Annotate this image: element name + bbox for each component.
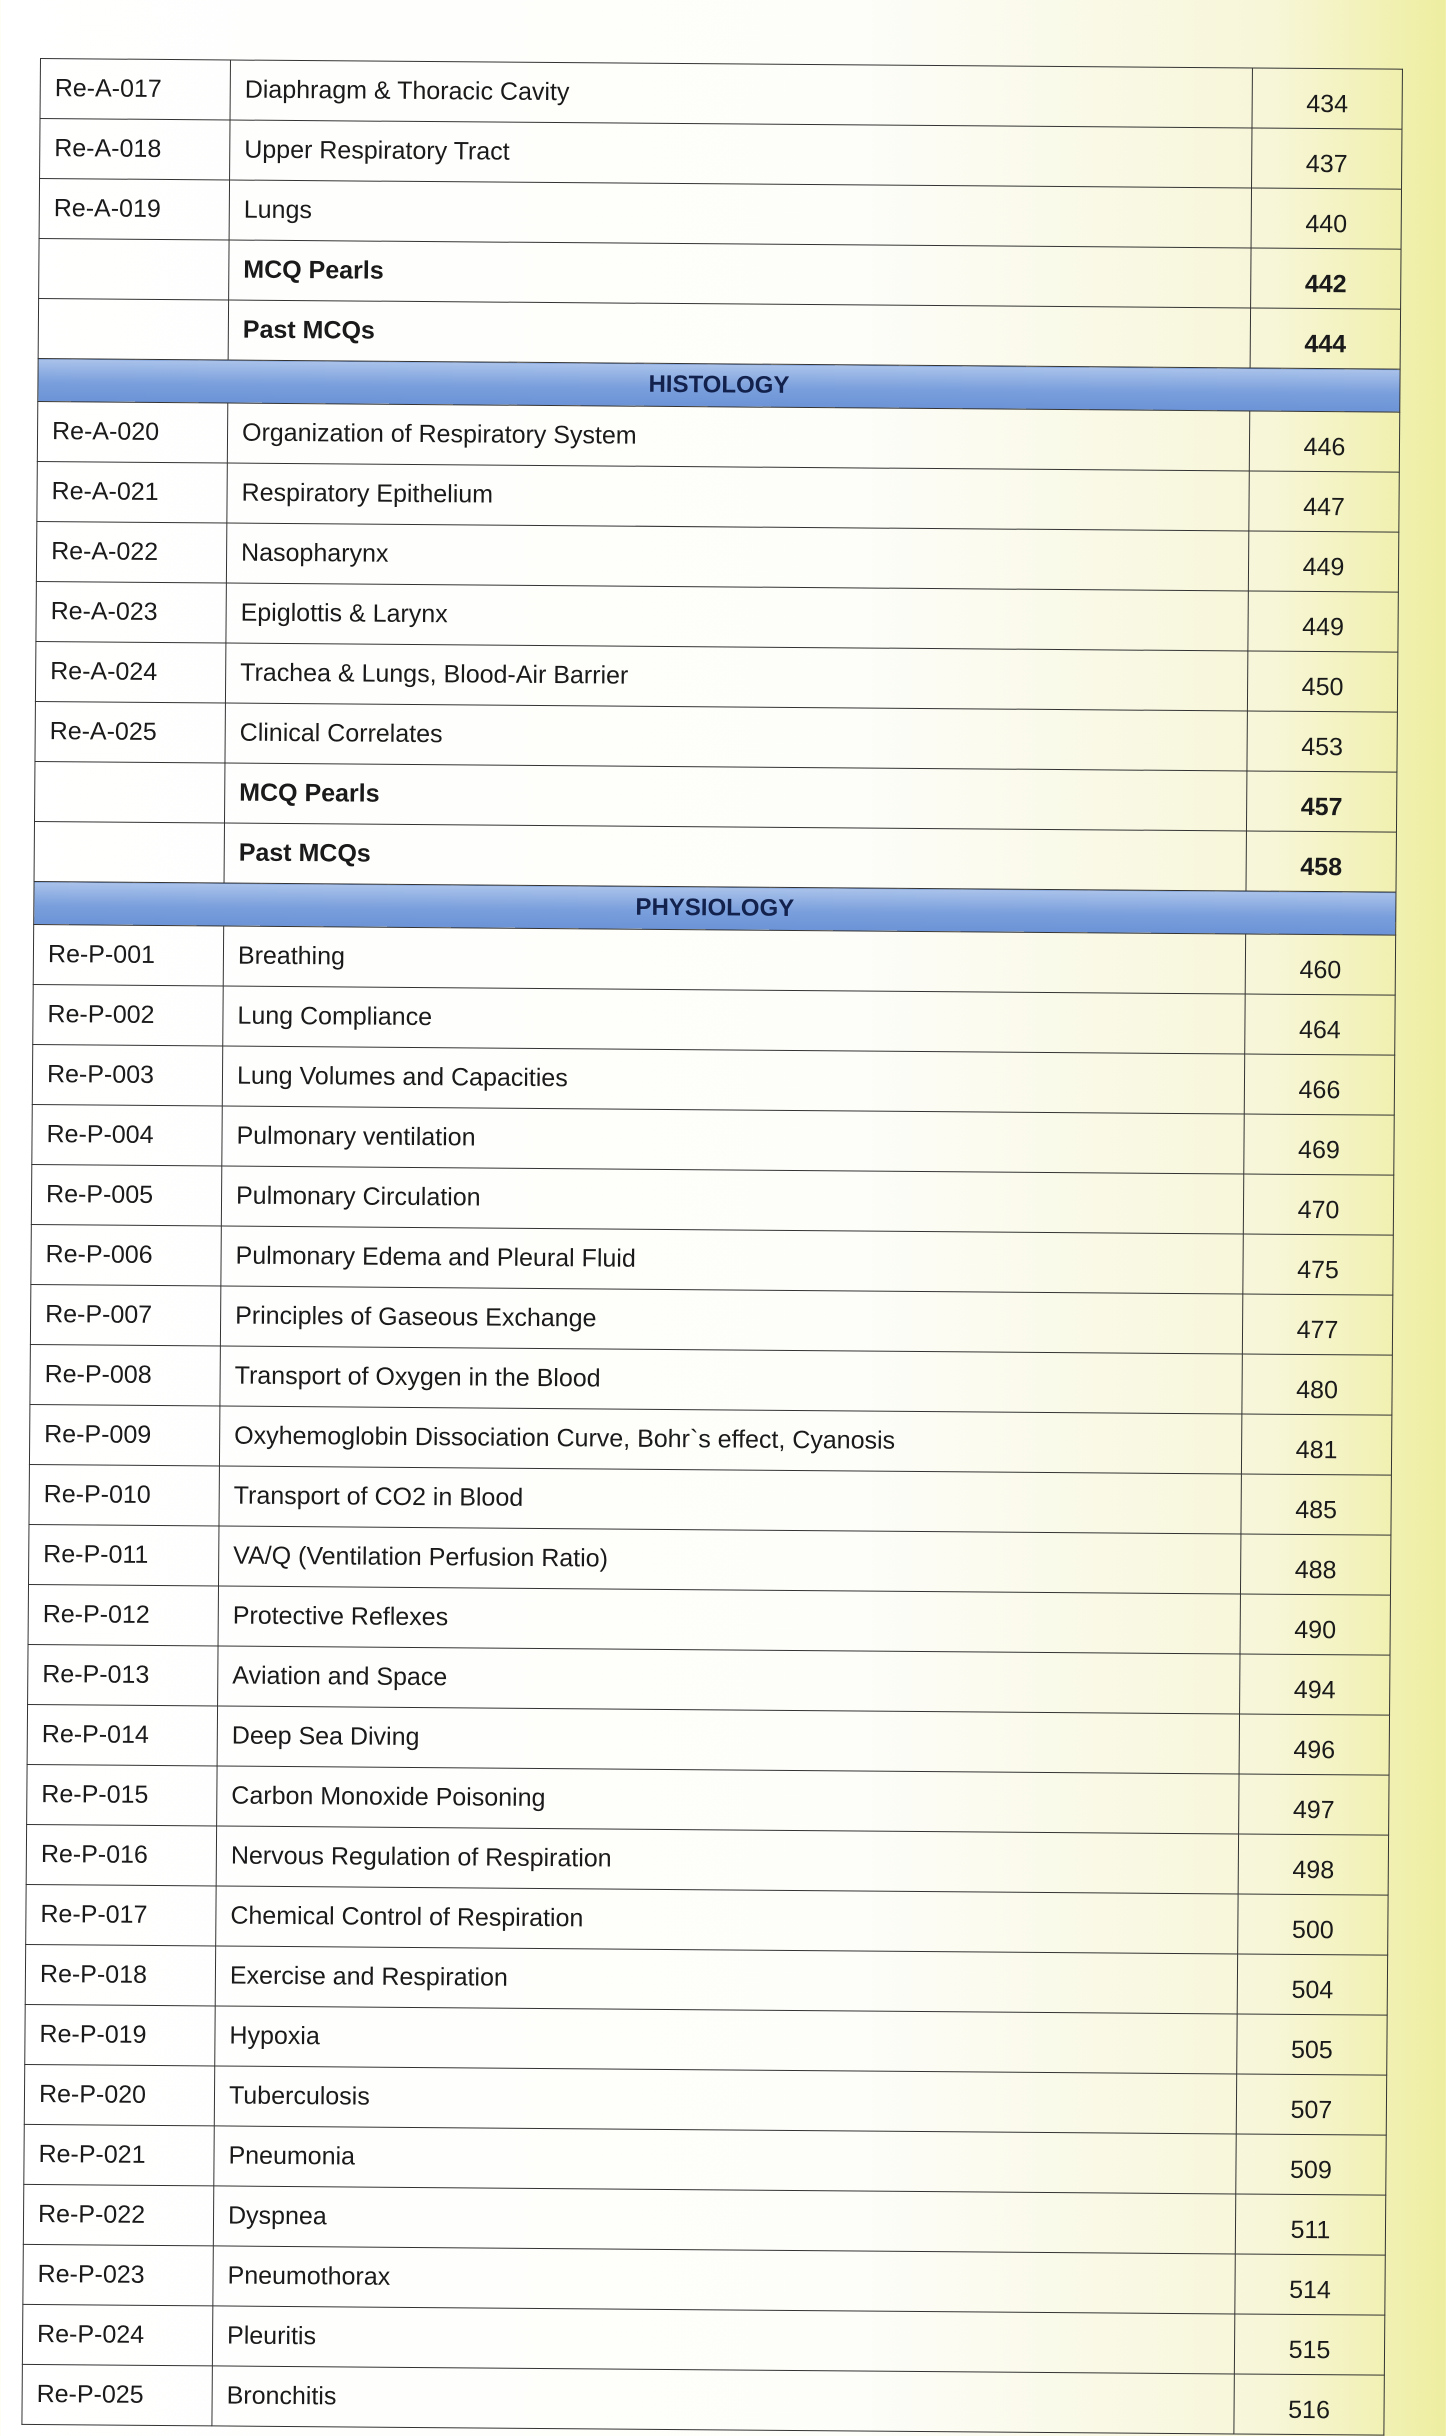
page-number: 449 xyxy=(1248,591,1398,652)
topic-title: Deep Sea Diving xyxy=(217,1706,1239,1774)
topic-code: Re-A-020 xyxy=(37,401,227,462)
table-row xyxy=(36,521,1398,592)
topic-title: Pulmonary Circulation xyxy=(221,1166,1243,1234)
topic-code: Re-P-020 xyxy=(24,2064,214,2125)
section-title: PHYSIOLOGY xyxy=(34,881,1396,935)
table-row xyxy=(40,119,1402,190)
page-number: 470 xyxy=(1243,1174,1393,1235)
table-row xyxy=(34,821,1396,892)
table-row xyxy=(39,238,1401,309)
page-number: 444 xyxy=(1250,308,1400,369)
topic-title: Past MCQs xyxy=(228,300,1250,368)
table-row xyxy=(35,761,1397,832)
table-row xyxy=(23,2244,1385,2315)
page-number: 514 xyxy=(1235,2254,1385,2315)
topic-title: Tuberculosis xyxy=(214,2066,1236,2134)
table-row xyxy=(35,641,1397,712)
table-row xyxy=(23,2184,1385,2255)
page-number: 497 xyxy=(1239,1774,1389,1835)
topic-title: Chemical Control of Respiration xyxy=(216,1886,1238,1954)
page-number: 505 xyxy=(1237,2014,1387,2075)
topic-title: Breathing xyxy=(223,926,1245,994)
topic-code: Re-P-010 xyxy=(29,1464,219,1525)
table-row xyxy=(33,924,1395,995)
topic-code: Re-P-002 xyxy=(33,984,223,1045)
page-number: 515 xyxy=(1234,2314,1384,2375)
page-number: 477 xyxy=(1242,1294,1392,1355)
table-row xyxy=(29,1404,1391,1475)
topic-title: Pleuritis xyxy=(212,2306,1234,2374)
table-row xyxy=(37,461,1399,532)
topic-title: Hypoxia xyxy=(215,2006,1237,2074)
page-number: 450 xyxy=(1247,651,1397,712)
page-number: 516 xyxy=(1234,2374,1384,2435)
table-row xyxy=(29,1464,1391,1535)
topic-code: Re-A-017 xyxy=(40,59,230,120)
topic-title: Pneumothorax xyxy=(213,2246,1235,2314)
table-row xyxy=(26,1824,1388,1895)
topic-code xyxy=(39,238,229,299)
topic-code: Re-P-018 xyxy=(25,1944,215,2005)
table-row xyxy=(24,2064,1386,2135)
table-row xyxy=(25,2004,1387,2075)
topic-code: Re-P-015 xyxy=(27,1764,217,1825)
table-row xyxy=(28,1644,1390,1715)
topic-code: Re-P-017 xyxy=(26,1884,216,1945)
page-number: 490 xyxy=(1240,1594,1390,1655)
topic-title: Nervous Regulation of Respiration xyxy=(216,1826,1238,1894)
page-number: 500 xyxy=(1238,1894,1388,1955)
table-row xyxy=(38,298,1400,369)
page-number: 480 xyxy=(1242,1354,1392,1415)
table-row xyxy=(25,1944,1387,2015)
topic-code xyxy=(35,761,225,822)
page-number: 453 xyxy=(1247,711,1397,772)
topic-title: Diaphragm & Thoracic Cavity xyxy=(230,60,1252,128)
topic-title: Respiratory Epithelium xyxy=(227,463,1249,531)
topic-code: Re-P-009 xyxy=(29,1404,219,1465)
table-row xyxy=(40,59,1402,130)
page-number: 485 xyxy=(1241,1474,1391,1535)
table-row xyxy=(27,1764,1389,1835)
topic-code xyxy=(34,821,224,882)
page-number: 447 xyxy=(1249,471,1399,532)
topic-code: Re-P-014 xyxy=(27,1704,217,1765)
table-row xyxy=(37,401,1399,472)
topic-title: Bronchitis xyxy=(212,2366,1234,2434)
topic-code: Re-P-016 xyxy=(26,1824,216,1885)
topic-title: Lungs xyxy=(229,180,1251,248)
topic-title: Carbon Monoxide Poisoning xyxy=(217,1766,1239,1834)
page-number: 481 xyxy=(1241,1414,1391,1475)
topic-code: Re-A-019 xyxy=(39,179,229,240)
topic-title: Transport of CO2 in Blood xyxy=(219,1466,1241,1534)
topic-code: Re-P-005 xyxy=(31,1164,221,1225)
page-number: 440 xyxy=(1251,188,1401,249)
page-number: 498 xyxy=(1238,1834,1388,1895)
topic-title: Protective Reflexes xyxy=(218,1586,1240,1654)
page-number: 509 xyxy=(1236,2134,1386,2195)
topic-code: Re-P-008 xyxy=(30,1344,220,1405)
topic-code: Re-P-003 xyxy=(32,1044,222,1105)
topic-title: Organization of Respiratory System xyxy=(227,403,1249,471)
topic-title: Pulmonary Edema and Pleural Fluid xyxy=(221,1226,1243,1294)
topic-title: Pneumonia xyxy=(214,2126,1236,2194)
topic-code: Re-A-024 xyxy=(35,641,225,702)
page-number: 488 xyxy=(1240,1534,1390,1595)
page-number: 458 xyxy=(1246,831,1396,892)
topic-title: Epiglottis & Larynx xyxy=(226,583,1248,651)
topic-code: Re-P-013 xyxy=(28,1644,218,1705)
page-number: 457 xyxy=(1246,771,1396,832)
topic-code: Re-P-019 xyxy=(25,2004,215,2065)
topic-code: Re-P-021 xyxy=(24,2124,214,2185)
topic-title: Transport of Oxygen in the Blood xyxy=(220,1346,1242,1414)
topic-title: Trachea & Lungs, Blood-Air Barrier xyxy=(225,643,1247,711)
page-number: 466 xyxy=(1244,1054,1394,1115)
topic-title: Past MCQs xyxy=(224,823,1246,891)
topic-title: Upper Respiratory Tract xyxy=(230,120,1252,188)
page-number: 504 xyxy=(1237,1954,1387,2015)
topic-code: Re-A-025 xyxy=(35,701,225,762)
topic-code: Re-P-012 xyxy=(28,1584,218,1645)
topic-title: Lung Volumes and Capacities xyxy=(222,1046,1244,1114)
table-row xyxy=(36,581,1398,652)
page-number: 496 xyxy=(1239,1714,1389,1775)
table-row xyxy=(29,1524,1391,1595)
table-row xyxy=(32,1044,1394,1115)
page-number: 460 xyxy=(1245,934,1395,995)
topic-code: Re-P-022 xyxy=(23,2184,213,2245)
topic-title: MCQ Pearls xyxy=(224,763,1246,831)
topic-code: Re-A-018 xyxy=(40,119,230,180)
table-row xyxy=(24,2124,1386,2195)
page-number: 437 xyxy=(1252,128,1402,189)
topic-title: Pulmonary ventilation xyxy=(222,1106,1244,1174)
table-row xyxy=(39,179,1401,250)
topic-title: Clinical Correlates xyxy=(225,703,1247,771)
table-row xyxy=(31,1224,1393,1295)
topic-code: Re-P-011 xyxy=(29,1524,219,1585)
topic-title: Principles of Gaseous Exchange xyxy=(220,1286,1242,1354)
topic-title: MCQ Pearls xyxy=(229,240,1251,308)
page-number: 475 xyxy=(1243,1234,1393,1295)
table-row xyxy=(26,1884,1388,1955)
topic-title: Aviation and Space xyxy=(218,1646,1240,1714)
topic-code: Re-P-023 xyxy=(23,2244,213,2305)
page-number: 434 xyxy=(1252,68,1402,129)
topic-code: Re-P-004 xyxy=(32,1104,222,1165)
contents-table xyxy=(21,58,1403,2436)
table-row xyxy=(27,1704,1389,1775)
topic-title: Nasopharynx xyxy=(226,523,1248,591)
topic-title: Lung Compliance xyxy=(223,986,1245,1054)
table-of-contents xyxy=(21,58,1402,2436)
table-row xyxy=(30,1344,1392,1415)
section-title: HISTOLOGY xyxy=(38,358,1400,412)
table-row xyxy=(35,701,1397,772)
table-row xyxy=(33,984,1395,1055)
table-row xyxy=(22,2304,1384,2375)
topic-code xyxy=(38,298,228,359)
table-row xyxy=(28,1584,1390,1655)
table-row xyxy=(22,2364,1384,2435)
page-number: 469 xyxy=(1244,1114,1394,1175)
page-number: 494 xyxy=(1240,1654,1390,1715)
topic-code: Re-P-006 xyxy=(31,1224,221,1285)
topic-code: Re-P-025 xyxy=(22,2364,212,2425)
topic-code: Re-A-023 xyxy=(36,581,226,642)
page-number: 442 xyxy=(1251,248,1401,309)
topic-code: Re-P-001 xyxy=(33,924,223,985)
table-row xyxy=(30,1284,1392,1355)
topic-title: Oxyhemoglobin Dissociation Curve, Bohr`s effect, Cyanosis xyxy=(219,1406,1241,1474)
page-number: 446 xyxy=(1249,411,1399,472)
topic-title: VA/Q (Ventilation Perfusion Ratio) xyxy=(219,1526,1241,1594)
page-number: 507 xyxy=(1236,2074,1386,2135)
page-number: 449 xyxy=(1248,531,1398,592)
topic-title: Exercise and Respiration xyxy=(215,1946,1237,2014)
table-row xyxy=(32,1104,1394,1175)
table-row xyxy=(31,1164,1393,1235)
topic-code: Re-A-021 xyxy=(37,461,227,522)
topic-code: Re-A-022 xyxy=(36,521,226,582)
page-number: 464 xyxy=(1245,994,1395,1055)
topic-code: Re-P-024 xyxy=(22,2304,212,2365)
topic-title: Dyspnea xyxy=(213,2186,1235,2254)
topic-code: Re-P-007 xyxy=(30,1284,220,1345)
page-number: 511 xyxy=(1235,2194,1385,2255)
contents-table-body xyxy=(22,59,1403,2436)
